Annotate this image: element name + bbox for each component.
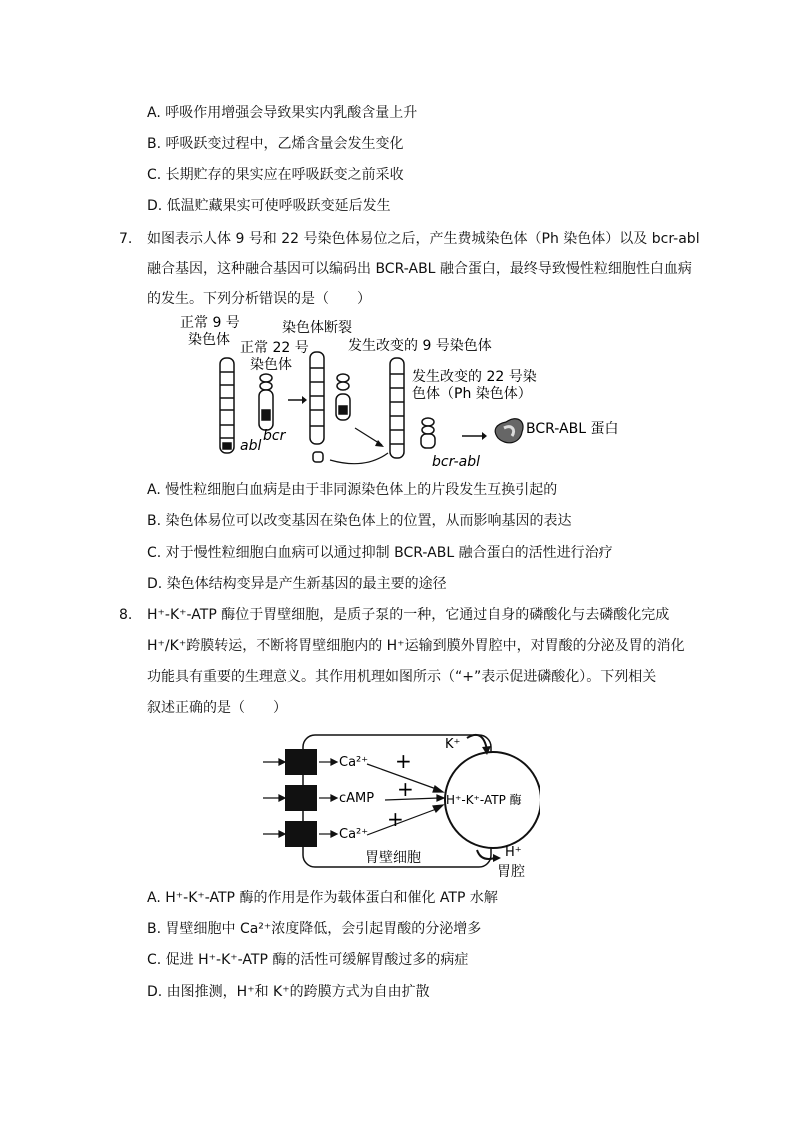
arrow-2-head (482, 432, 487, 440)
q7-option-d: D. 染色体结构变异是产生新基因的最主要的途径 (147, 576, 447, 592)
q7-option-a: A. 慢性粒细胞白血病是由于非同源染色体上的片段发生互换引起的 (147, 482, 558, 498)
arrow-1-head (302, 396, 307, 404)
receptor-2 (285, 785, 317, 811)
h-ion-arrow (477, 850, 495, 859)
chromosome-translocation-figure (170, 310, 640, 475)
chromosome-ph (421, 418, 435, 448)
label-enzyme: H⁺-K⁺-ATP 酶 (446, 793, 522, 807)
q8-stem-line-1: H⁺-K⁺-ATP 酶位于胃壁细胞，是质子泵的一种，它通过自身的磷酸化与去磷酸化完成 (147, 607, 670, 623)
q7-stem-line-3: 的发生。下列分析错误的是（ ） (147, 291, 371, 307)
label-normal-9: 正常 9 号 (180, 315, 240, 331)
q7-option-b: B. 染色体易位可以改变基因在染色体上的位置，从而影响基因的表达 (147, 513, 572, 529)
q8-option-d: D. 由图推测，H⁺和 K⁺的跨膜方式为自由扩散 (147, 984, 430, 1000)
h-ion-arrow-head (493, 854, 501, 862)
arrow-swap-a (330, 453, 388, 464)
gene-bcr: bcr (263, 428, 286, 444)
q8-option-b: B. 胃壁细胞中 Ca²⁺浓度降低，会引起胃酸的分泌增多 (147, 921, 482, 937)
proton-pump-figure (255, 730, 540, 880)
chromosome-22-broken (336, 374, 350, 420)
plus-2: + (397, 777, 414, 801)
q8-stem-line-2: H⁺/K⁺跨膜转运，不断将胃壁细胞内的 H⁺运输到膜外胃腔中，对胃酸的分泌及胃的消化 (147, 638, 685, 654)
label-lumen: 胃腔 (497, 864, 525, 880)
label-normal-22b: 染色体 (250, 357, 292, 373)
q6-option-c: C. 长期贮存的果实应在呼吸跃变之前采收 (147, 167, 404, 183)
q8-option-c: C. 促进 H⁺-K⁺-ATP 酶的活性可缓解胃酸过多的病症 (147, 952, 469, 968)
label-camp: cAMP (339, 791, 375, 806)
label-h-ion: H⁺ (505, 845, 522, 860)
receptor-1 (285, 749, 317, 775)
label-k-ion: K⁺ (445, 737, 461, 752)
label-changed-22b: 色体（Ph 染色体） (412, 386, 532, 402)
plus-1: + (395, 749, 412, 773)
q6-option-d: D. 低温贮藏果实可使呼吸跃变延后发生 (147, 198, 391, 214)
q8-stem-line-3: 功能具有重要的生理意义。其作用机理如图所示（“+”表示促进磷酸化）。下列相关 (147, 669, 657, 685)
q8-stem-line-4: 叙述正确的是（ ） (147, 700, 287, 716)
label-normal-22: 正常 22 号 (240, 340, 309, 356)
label-changed-22: 发生改变的 22 号染 (412, 369, 537, 385)
label-breakage: 染色体断裂 (282, 320, 352, 336)
chromosome-9-normal (220, 358, 234, 453)
q6-option-a: A. 呼吸作用增强会导致果实内乳酸含量上升 (147, 105, 418, 121)
plus-3: + (387, 807, 404, 831)
chromosome-9-broken (310, 352, 324, 462)
label-ca-1: Ca²⁺ (339, 755, 369, 770)
q7-option-c: C. 对于慢性粒细胞白血病可以通过抑制 BCR-ABL 融合蛋白的活性进行治疗 (147, 545, 613, 561)
label-cell: 胃壁细胞 (365, 850, 421, 866)
receptor-3 (285, 821, 317, 847)
gene-abl: abl (240, 438, 262, 454)
q7-stem-line-2: 融合基因，这种融合基因可以编码出 BCR-ABL 融合蛋白，最终导致慢性粒细胞性白血病 (147, 261, 692, 277)
label-ca-2: Ca²⁺ (339, 827, 369, 842)
protein-icon (495, 419, 523, 443)
label-normal-9b: 染色体 (188, 332, 230, 348)
chromosome-22-normal (259, 374, 273, 430)
q8-number: 8. (119, 607, 133, 623)
chromosome-9-changed (390, 358, 404, 458)
gene-bcr-abl: bcr-abl (432, 454, 480, 470)
q6-option-b: B. 呼吸跃变过程中，乙烯含量会发生变化 (147, 136, 404, 152)
label-protein: BCR-ABL 蛋白 (526, 421, 619, 437)
q7-number: 7. (119, 231, 133, 247)
q8-option-a: A. H⁺-K⁺-ATP 酶的作用是作为载体蛋白和催化 ATP 水解 (147, 890, 498, 906)
q7-stem-line-1: 如图表示人体 9 号和 22 号染色体易位之后，产生费城染色体（Ph 染色体）以及 bcr-abl (147, 231, 700, 247)
label-changed-9: 发生改变的 9 号染色体 (348, 338, 492, 354)
